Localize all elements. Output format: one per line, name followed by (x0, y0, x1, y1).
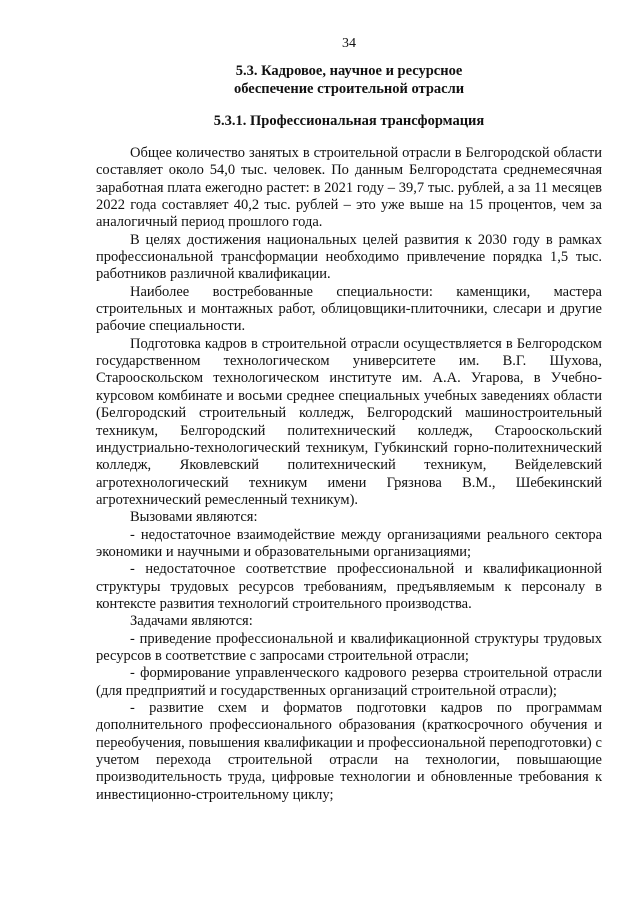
list-item-challenge-2: - недостаточное соответствие профессиональной и квалификационной структуры трудовых ресурсов требованиям, предъявляемым к персоналу в контексте развития технологий строительного производства. (96, 561, 602, 612)
section-title-line-1: 5.3. Кадровое, научное и ресурсное (235, 63, 463, 79)
page-number: 34 (342, 36, 356, 51)
paragraph-training-institutions: Подготовка кадров в строительной отрасли осуществляется в Белгородском государственном технологическом университете им. В.Г. Шухова, Старооскольском технологическом институте им. А.А. Угарова, в Учебно-курсовом комбинате и восьми среднее специальных учебных заведениях области (Белгородский строительный колледж, Белгородский машиностроительный техникум, Белгородский политехнический колледж, Старооскольский индустриально-технологический техникум, Губкинский горно-политехнический колледж, Яковлевский политехнический техникум, Вейделевский агротехнологический техникум имени Грязнова В.М., Шебекинский агротехнический ремесленный техникум). (96, 335, 602, 508)
list-item-challenge-1: - недостаточное взаимодействие между организациями реального сектора экономики и научными и образовательными организациями; (96, 526, 602, 560)
section-title-line-2: обеспечение строительной отрасли (233, 81, 465, 97)
paragraph-challenges-heading: Вызовами являются: (130, 509, 258, 526)
paragraph-employment-and-wages: Общее количество занятых в строительной отрасли в Белгородской области составляет около 54,0 тыс. человек. По данным Белгородстата среднемесячная заработная плата ежегодно растет: в 2021 году – 39,7 тыс. рублей, а за 11 месяцев 2022 года составляет 40,2 тыс. рублей – это уже выше на 15 процентов, чем за аналогичный период прошлого года. (96, 145, 602, 231)
list-item-task-3: - развитие схем и форматов подготовки кадров по программам дополнительного профессионального образования (краткосрочного обучения и переобучения, повышения квалификации и профессиональной переподготовки) с учетом перехода строительной отрасли на технологии, повышающие производительность труда, цифровые технологии и обновленные требования к инвестиционно-строительному циклу; (96, 700, 602, 803)
list-item-task-2: - формирование управленческого кадрового резерва строительной отрасли (для предприятий и государственных организаций строительной отрасли); (96, 665, 602, 699)
paragraph-tasks-heading: Задачами являются: (130, 613, 253, 630)
subsection-title: 5.3.1. Профессиональная трансформация (213, 113, 485, 129)
paragraph-in-demand-specialties: Наиболее востребованные специальности: каменщики, мастера строительных и монтажных работ, облицовщики-плиточники, слесари и другие рабочие специальности. (96, 283, 602, 335)
list-item-task-1: - приведение профессиональной и квалификационной структуры трудовых ресурсов в соответствие с запросами строительной отрасли; (96, 630, 602, 664)
section-title (96, 62, 602, 98)
paragraph-workforce-demand: В целях достижения национальных целей развития к 2030 году в рамках профессиональной трансформации необходимо привлечение порядка 1,5 тыс. работников различной квалификации. (96, 231, 602, 283)
